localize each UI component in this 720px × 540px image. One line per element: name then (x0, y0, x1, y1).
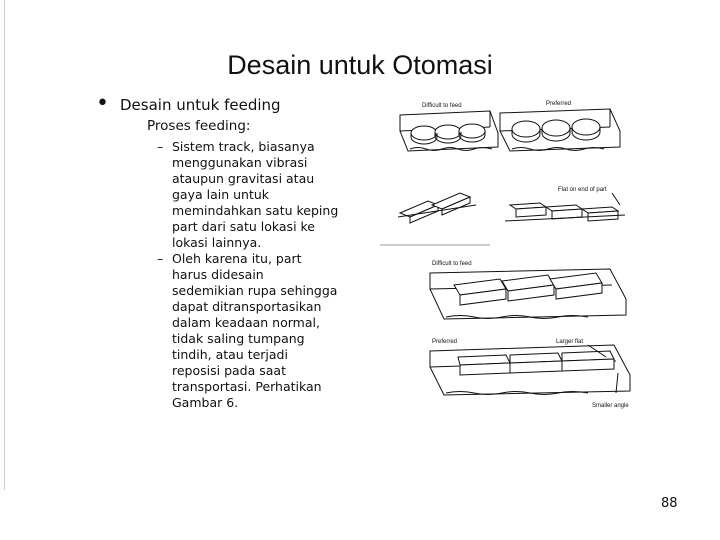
panel-difficult-long-parts (430, 269, 626, 319)
item-1-line: gaya lain untuk (172, 187, 270, 202)
item-1-line: Sistem track, biasanya (172, 139, 315, 154)
item-1-text (172, 139, 362, 251)
panel-shingling-parts (398, 193, 476, 223)
item-1-line: lokasi lainnya. (172, 235, 262, 250)
subheading: Proses feeding: (147, 118, 251, 134)
page-number: 88 (661, 496, 678, 511)
item-2-text (172, 251, 362, 411)
dash-2: – (157, 251, 164, 266)
item-2-line: dalam keadaan normal, (172, 315, 320, 330)
label-difficult-lower: Difficult to feed (432, 261, 472, 267)
item-2-line: Gambar 6. (172, 395, 239, 410)
item-2-line: reposisi pada saat (172, 363, 286, 378)
item-2-line: dapat ditransportasikan (172, 299, 322, 314)
item-1-line: memindahkan satu keping (172, 203, 339, 218)
label-preferred-lower: Preferred (432, 339, 458, 345)
item-2-line: transportasi. Perhatikan (172, 379, 322, 394)
label-larger-flat: Larger flat (556, 339, 584, 345)
label-difficult-top: Difficult to feed (422, 103, 462, 109)
label-preferred-top: Preferred (546, 101, 572, 107)
label-flat-end: Flat on end of part (558, 187, 607, 193)
feeding-figure (380, 93, 650, 413)
item-1-line: menggunakan vibrasi (172, 155, 308, 170)
item-2-line: tindih, atau terjadi (172, 347, 288, 362)
bullet-dot: • (96, 91, 109, 116)
item-1-line: part dari satu lokasi ke (172, 219, 315, 234)
dash-1: – (157, 139, 164, 154)
item-2-line: harus didesain (172, 267, 264, 282)
item-2-line: Oleh karena itu, part (172, 251, 302, 266)
label-smaller-angle: Smaller angle (592, 403, 629, 409)
bullet-text: Desain untuk feeding (120, 96, 281, 114)
panel-preferred-discs (500, 109, 620, 151)
item-1-line: ataupun gravitasi atau (172, 171, 315, 186)
slide-title: Desain untuk Otomasi (227, 50, 493, 80)
panel-difficult-discs (400, 111, 498, 151)
panel-preferred-larger-flat (430, 345, 630, 395)
item-2-line: sedemikian rupa sehingga (172, 283, 338, 298)
item-2-line: tidak saling tumpang (172, 331, 305, 346)
panel-flat-end-parts (505, 193, 625, 221)
